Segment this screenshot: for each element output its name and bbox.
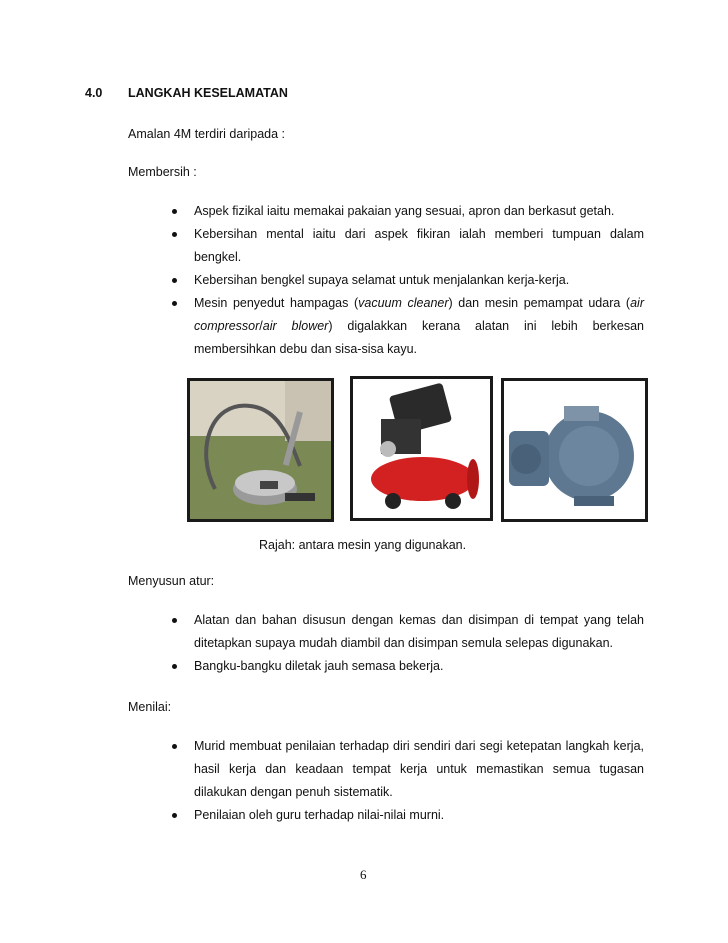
vacuum-cleaner-image bbox=[187, 378, 334, 522]
membersih-list bbox=[172, 200, 644, 361]
menilai-heading: Menilai: bbox=[128, 700, 172, 714]
menyusun-list bbox=[172, 609, 644, 678]
list-item: Bangku-bangku diletak jauh semasa bekerja. bbox=[172, 655, 644, 678]
section-number: 4.0 bbox=[85, 86, 103, 100]
list-item: Mesin penyedut hampagas (vacuum cleaner) dan mesin pemampat udara (air compressor/air blower) digalakkan kerana alatan ini lebih berkesan membersihkan debu dan sisa-sisa kayu. bbox=[172, 292, 644, 361]
air-compressor-icon bbox=[353, 379, 490, 518]
air-blower-image bbox=[501, 378, 648, 522]
bullet-icon bbox=[172, 232, 177, 237]
bullet-icon bbox=[172, 301, 177, 306]
list-item: Alatan dan bahan disusun dengan kemas dan disimpan di tempat yang telah ditetapkan supaya mudah diambil dan disimpan semula selepas digunakan. bbox=[172, 609, 644, 655]
bullet-icon bbox=[172, 618, 177, 623]
menyusun-heading: Menyusun atur: bbox=[128, 574, 215, 588]
bullet-icon bbox=[172, 209, 177, 214]
bullet-icon bbox=[172, 744, 177, 749]
vacuum-cleaner-icon bbox=[190, 381, 331, 519]
menilai-list bbox=[172, 735, 644, 827]
intro-text: Amalan 4M terdiri daripada : bbox=[128, 127, 286, 141]
bullet-icon bbox=[172, 278, 177, 283]
air-blower-icon bbox=[504, 381, 645, 519]
list-item: Kebersihan mental iaitu dari aspek fikiran ialah memberi tumpuan dalam bengkel. bbox=[172, 223, 644, 269]
page-number: 6 bbox=[360, 867, 367, 882]
bullet-icon bbox=[172, 664, 177, 669]
bullet-icon bbox=[172, 813, 177, 818]
figure-caption: Rajah: antara mesin yang digunakan. bbox=[259, 538, 467, 552]
list-item: Aspek fizikal iaitu memakai pakaian yang sesuai, apron dan berkasut getah. bbox=[172, 200, 644, 223]
air-compressor-image bbox=[350, 376, 493, 521]
list-item: Murid membuat penilaian terhadap diri sendiri dari segi ketepatan langkah kerja, hasil kerja dan keadaan tempat kerja untuk memastikan semua tugasan dilakukan dengan penuh sistematik. bbox=[172, 735, 644, 804]
membersih-heading: Membersih : bbox=[128, 165, 197, 179]
list-item: Kebersihan bengkel supaya selamat untuk menjalankan kerja-kerja. bbox=[172, 269, 644, 292]
section-title: LANGKAH KESELAMATAN bbox=[128, 86, 288, 100]
list-item: Penilaian oleh guru terhadap nilai-nilai murni. bbox=[172, 804, 644, 827]
